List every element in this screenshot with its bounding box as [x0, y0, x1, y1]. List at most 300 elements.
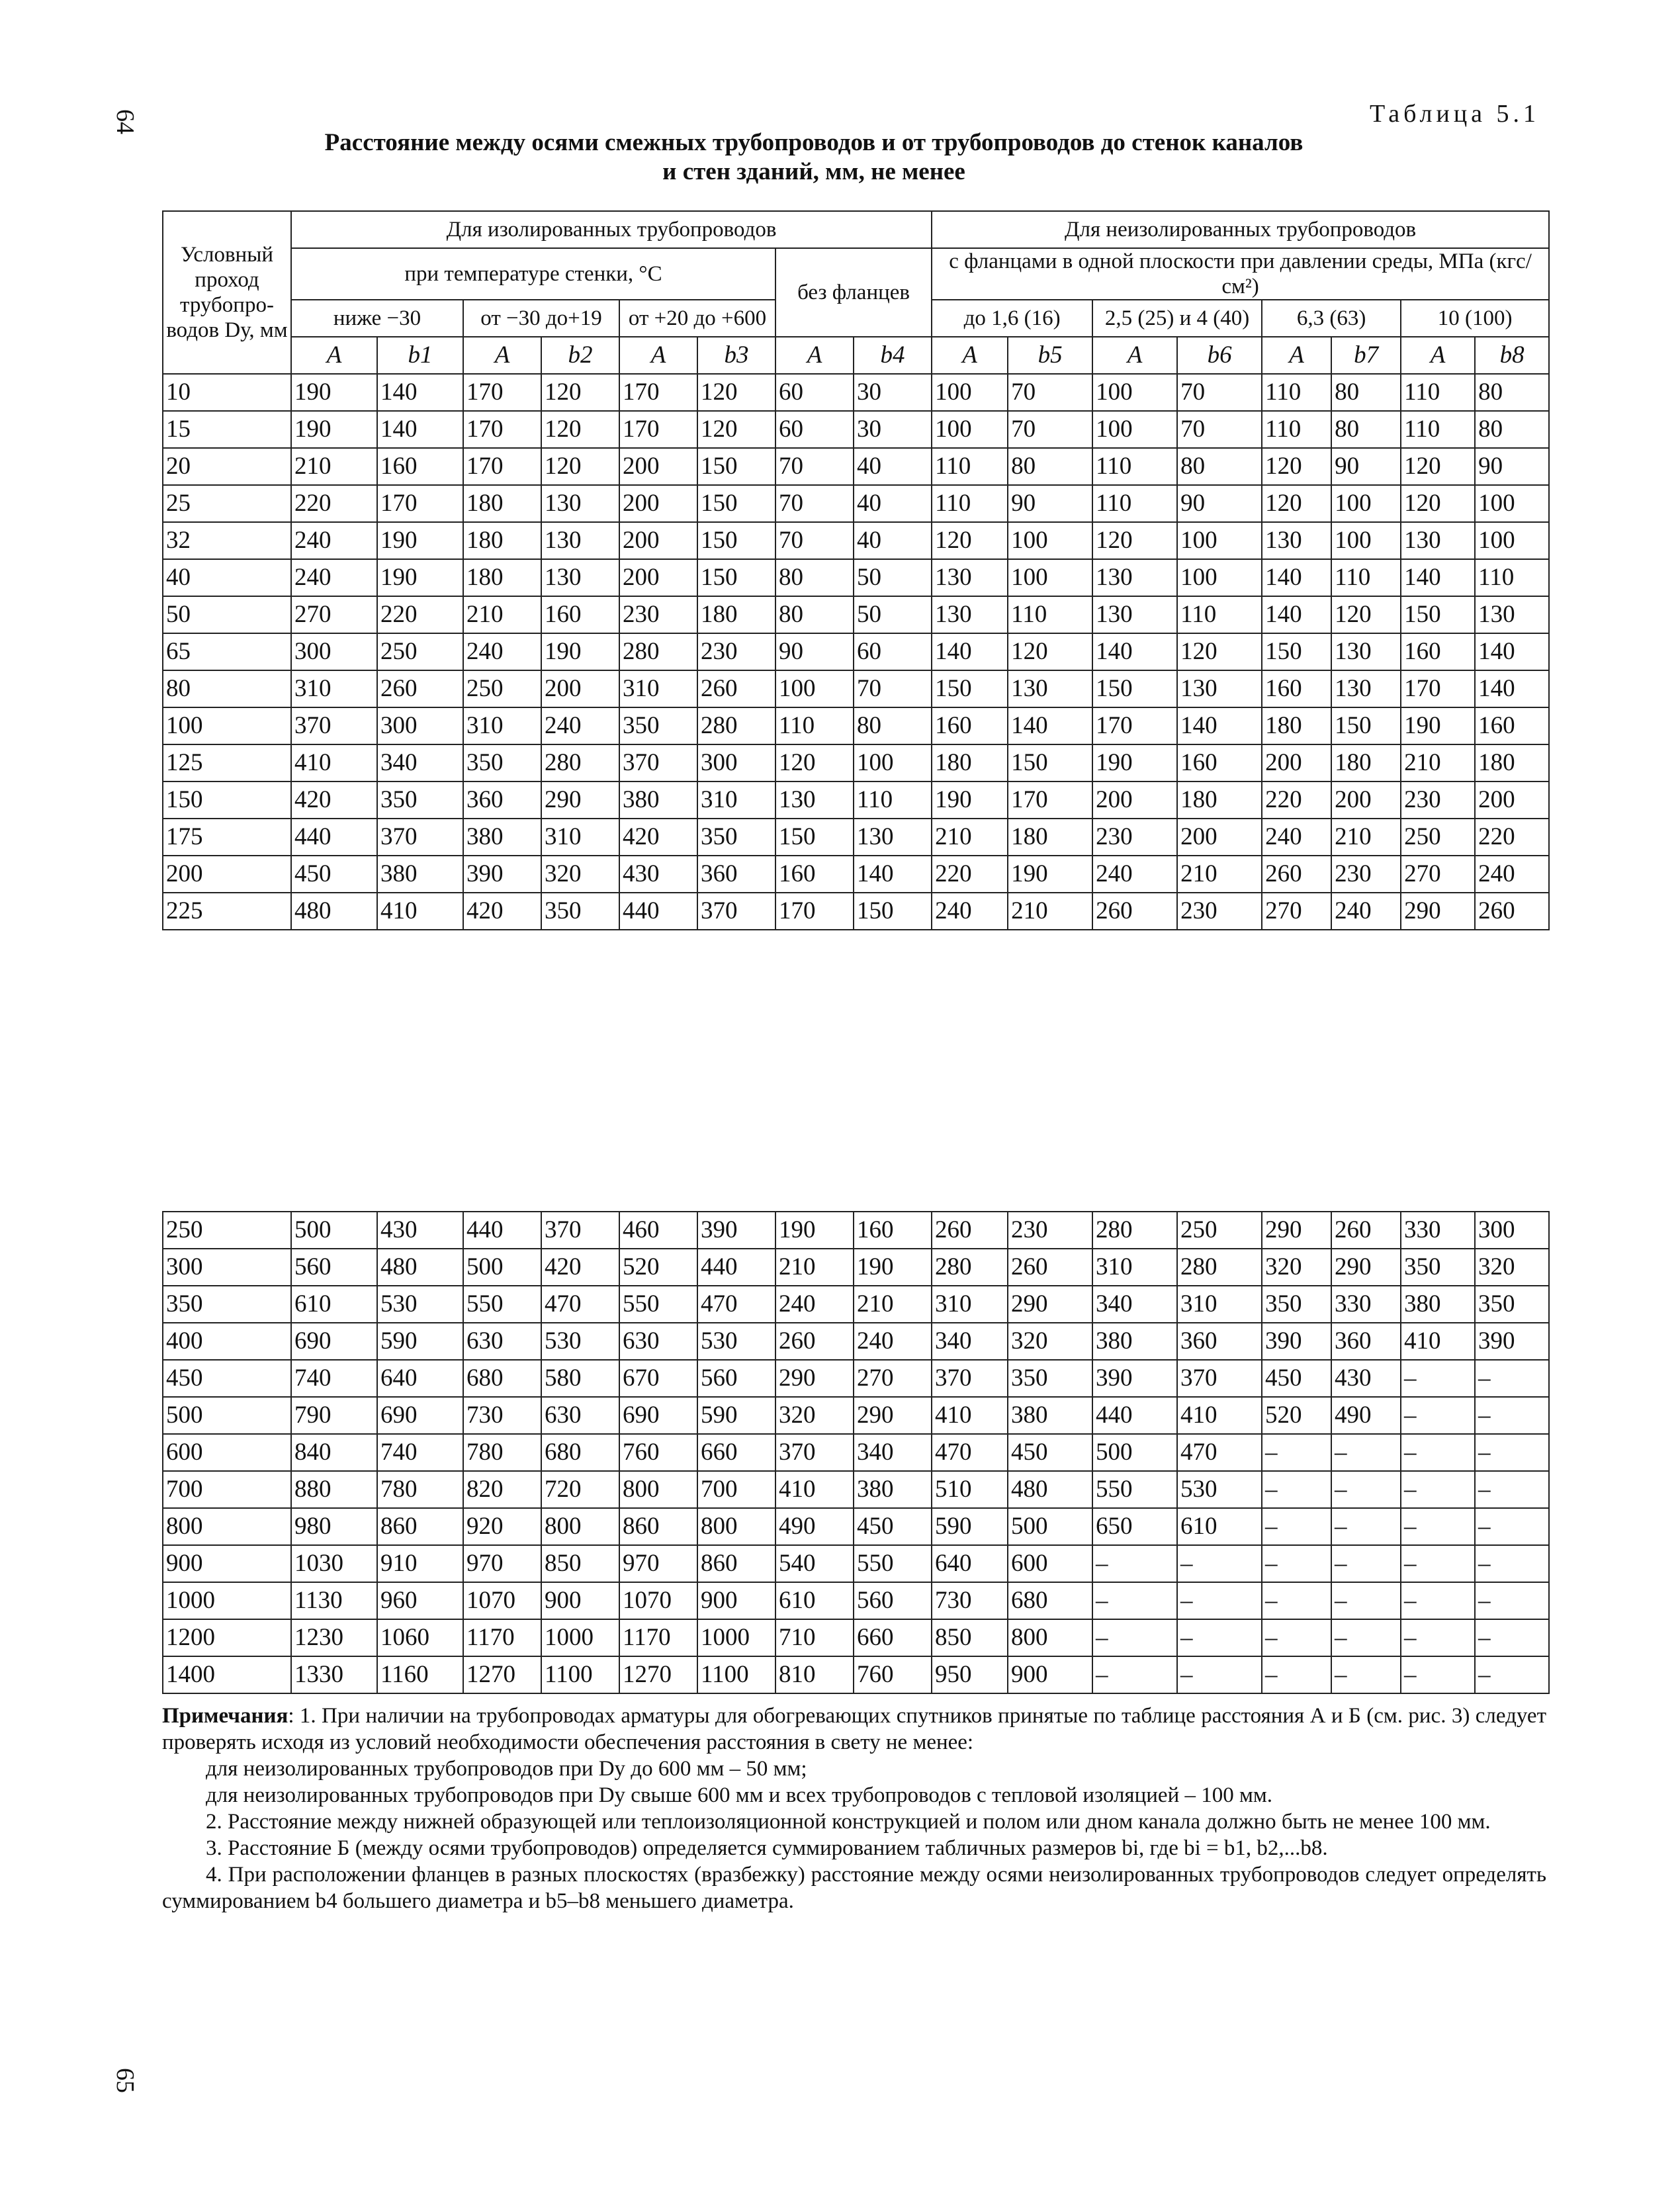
- distance-cell: 350: [1008, 1360, 1092, 1397]
- distance-cell: 320: [541, 856, 619, 893]
- distance-cell: 180: [1475, 744, 1549, 782]
- distance-cell: 290: [854, 1397, 932, 1434]
- distance-cell: –: [1401, 1397, 1475, 1434]
- distance-cell: 850: [541, 1545, 619, 1582]
- distance-cell: 450: [291, 856, 377, 893]
- note-3: 3. Расстояние Б (между осями трубопроводов) определяется суммированием табличных размеров bi, где bi = b1, b2,...b8.: [206, 1836, 1328, 1860]
- distance-cell: 110: [775, 707, 854, 744]
- distance-cell: 190: [541, 633, 619, 670]
- distance-cell: 420: [463, 893, 541, 930]
- distance-cell: –: [1401, 1619, 1475, 1656]
- distance-cell: 110: [1092, 485, 1177, 522]
- distance-cell: 380: [1401, 1286, 1475, 1323]
- distance-cell: 350: [541, 893, 619, 930]
- distance-cell: 140: [932, 633, 1008, 670]
- table-row: [163, 1471, 1549, 1508]
- distance-cell: 170: [377, 485, 463, 522]
- distance-cell: 110: [1475, 559, 1549, 596]
- distance-cell: 370: [932, 1360, 1008, 1397]
- distance-cell: 170: [1092, 707, 1177, 744]
- distance-cell: 200: [1331, 782, 1401, 819]
- distance-cell: 170: [1008, 782, 1092, 819]
- diameter-cell: 40: [163, 559, 291, 596]
- diameter-cell: 100: [163, 707, 291, 744]
- distance-cell: 740: [377, 1434, 463, 1471]
- distance-cell: 310: [697, 782, 775, 819]
- distance-cell: 580: [541, 1360, 619, 1397]
- distance-cell: 160: [377, 448, 463, 485]
- distance-cell: 320: [775, 1397, 854, 1434]
- distance-cell: –: [1331, 1434, 1401, 1471]
- diameter-cell: 20: [163, 448, 291, 485]
- distance-cell: 100: [1092, 411, 1177, 448]
- distance-cell: 1100: [541, 1656, 619, 1693]
- distance-cell: –: [1262, 1508, 1331, 1545]
- table-notes: [162, 1703, 1546, 1914]
- distance-cell: 240: [541, 707, 619, 744]
- distance-cell: 280: [697, 707, 775, 744]
- distance-cell: 190: [377, 559, 463, 596]
- distance-cell: 920: [463, 1508, 541, 1545]
- distance-cell: 550: [854, 1545, 932, 1582]
- distance-cell: 800: [697, 1508, 775, 1545]
- diameter-cell: 700: [163, 1471, 291, 1508]
- distance-cell: 190: [291, 374, 377, 411]
- distance-cell: 100: [932, 374, 1008, 411]
- subheader-cell: A: [1092, 337, 1177, 374]
- header-insulated: Для изолированных трубопроводов: [291, 211, 932, 248]
- diameter-cell: 15: [163, 411, 291, 448]
- distance-cell: 630: [463, 1323, 541, 1360]
- distance-cell: 130: [932, 559, 1008, 596]
- distance-cell: 240: [1475, 856, 1549, 893]
- distance-cell: –: [1475, 1582, 1549, 1619]
- distance-cell: 530: [541, 1323, 619, 1360]
- distance-cell: 500: [1008, 1508, 1092, 1545]
- distance-cell: 70: [775, 485, 854, 522]
- page-number-top: 64: [111, 109, 139, 134]
- diameter-cell: 200: [163, 856, 291, 893]
- distance-cell: –: [1177, 1545, 1262, 1582]
- distance-cell: 140: [1475, 670, 1549, 707]
- distance-cell: 550: [619, 1286, 697, 1323]
- distance-cell: 60: [854, 633, 932, 670]
- distance-cell: 80: [1177, 448, 1262, 485]
- distance-cell: 130: [1331, 633, 1401, 670]
- distance-cell: 290: [1262, 1212, 1331, 1249]
- distance-cell: –: [1092, 1619, 1177, 1656]
- distance-cell: 390: [1262, 1323, 1331, 1360]
- distance-cell: 30: [854, 374, 932, 411]
- table-row: [163, 1582, 1549, 1619]
- distance-cell: 410: [932, 1397, 1008, 1434]
- distance-cell: 420: [291, 782, 377, 819]
- distance-cell: 860: [619, 1508, 697, 1545]
- distance-cell: 240: [1092, 856, 1177, 893]
- diameter-cell: 10: [163, 374, 291, 411]
- distance-cell: 140: [1008, 707, 1092, 744]
- distance-cell: 120: [697, 374, 775, 411]
- distance-cell: 100: [1092, 374, 1177, 411]
- distance-cell: 330: [1331, 1286, 1401, 1323]
- header-no-flanges: без фланцев: [775, 248, 932, 337]
- header-pressure-4: 10 (100): [1401, 300, 1549, 337]
- distance-cell: 820: [463, 1471, 541, 1508]
- header-p20-600: от +20 до +600: [619, 300, 775, 337]
- distance-cell: 380: [1092, 1323, 1177, 1360]
- subheader-cell: A: [1262, 337, 1331, 374]
- distance-cell: 70: [775, 448, 854, 485]
- distance-cell: 860: [377, 1508, 463, 1545]
- distance-cell: 160: [1177, 744, 1262, 782]
- distance-cell: 150: [1008, 744, 1092, 782]
- distance-cell: 430: [377, 1212, 463, 1249]
- distance-cell: 730: [463, 1397, 541, 1434]
- distance-cell: –: [1475, 1434, 1549, 1471]
- distance-cell: 130: [1401, 522, 1475, 559]
- distance-cell: 650: [1092, 1508, 1177, 1545]
- distance-cell: 180: [1262, 707, 1331, 744]
- header-pressure-2: 2,5 (25) и 4 (40): [1092, 300, 1262, 337]
- distance-cell: 950: [932, 1656, 1008, 1693]
- distance-cell: 420: [619, 819, 697, 856]
- diameter-cell: 500: [163, 1397, 291, 1434]
- distance-cell: 120: [1177, 633, 1262, 670]
- diameter-cell: 175: [163, 819, 291, 856]
- distance-cell: 150: [697, 559, 775, 596]
- distance-cell: 310: [1177, 1286, 1262, 1323]
- distance-cell: –: [1401, 1508, 1475, 1545]
- distance-cell: 310: [541, 819, 619, 856]
- distance-cell: 440: [463, 1212, 541, 1249]
- distance-cell: 470: [697, 1286, 775, 1323]
- distance-cell: 80: [1475, 411, 1549, 448]
- distance-cell: 230: [1401, 782, 1475, 819]
- distance-cell: 340: [854, 1434, 932, 1471]
- distance-cell: 150: [932, 670, 1008, 707]
- distance-cell: 490: [775, 1508, 854, 1545]
- distance-cell: 310: [619, 670, 697, 707]
- distance-cell: –: [1262, 1582, 1331, 1619]
- distance-cell: 1070: [463, 1582, 541, 1619]
- distance-cell: 680: [1008, 1582, 1092, 1619]
- distance-cell: 110: [854, 782, 932, 819]
- distance-cell: 130: [1008, 670, 1092, 707]
- distance-cell: 290: [1401, 893, 1475, 930]
- distance-cell: –: [1331, 1619, 1401, 1656]
- distance-cell: 120: [541, 411, 619, 448]
- table-row: [163, 1545, 1549, 1582]
- distance-cell: 900: [697, 1582, 775, 1619]
- subheader-cell: A: [932, 337, 1008, 374]
- distance-cell: 410: [775, 1471, 854, 1508]
- distance-cell: 760: [854, 1656, 932, 1693]
- distance-cell: 200: [1262, 744, 1331, 782]
- distance-cell: 730: [932, 1582, 1008, 1619]
- distance-cell: –: [1177, 1656, 1262, 1693]
- distance-cell: 140: [1475, 633, 1549, 670]
- distance-cell: 40: [854, 522, 932, 559]
- distance-cell: 530: [377, 1286, 463, 1323]
- distance-cell: 270: [1401, 856, 1475, 893]
- distance-cell: 370: [775, 1434, 854, 1471]
- header-flanges: с фланцами в одной плоскости при давлении среды, МПа (кгс/см²): [932, 248, 1549, 300]
- distance-cell: 110: [1092, 448, 1177, 485]
- distance-cell: 350: [1475, 1286, 1549, 1323]
- distance-cell: 120: [1262, 448, 1331, 485]
- distance-cell: 70: [1008, 411, 1092, 448]
- diameter-cell: 32: [163, 522, 291, 559]
- distance-cell: 140: [854, 856, 932, 893]
- subheader-cell: b5: [1008, 337, 1092, 374]
- distance-cell: 120: [1401, 485, 1475, 522]
- header-below-m30: ниже −30: [291, 300, 463, 337]
- distance-cell: 240: [463, 633, 541, 670]
- distance-cell: 320: [1008, 1323, 1092, 1360]
- distance-cell: 200: [1475, 782, 1549, 819]
- distance-cell: 170: [463, 374, 541, 411]
- distance-cell: 140: [1092, 633, 1177, 670]
- diameter-cell: 125: [163, 744, 291, 782]
- distance-cell: 430: [619, 856, 697, 893]
- diameter-cell: 150: [163, 782, 291, 819]
- distance-cell: –: [1475, 1397, 1549, 1434]
- distance-cell: 120: [1401, 448, 1475, 485]
- distance-cell: 610: [1177, 1508, 1262, 1545]
- table-row: [163, 559, 1549, 596]
- distance-cell: 290: [1008, 1286, 1092, 1323]
- distance-cell: 440: [697, 1249, 775, 1286]
- distance-cell: 130: [854, 819, 932, 856]
- distance-cell: 320: [1475, 1249, 1549, 1286]
- distance-cell: 390: [463, 856, 541, 893]
- distance-cell: 240: [854, 1323, 932, 1360]
- distance-cell: 410: [1177, 1397, 1262, 1434]
- distance-cell: 80: [1331, 411, 1401, 448]
- header-uninsulated: Для неизолированных трубопроводов: [932, 211, 1549, 248]
- distance-cell: 250: [463, 670, 541, 707]
- table-row: [163, 744, 1549, 782]
- distance-cell: 480: [377, 1249, 463, 1286]
- distance-cell: 260: [1092, 893, 1177, 930]
- distance-cell: 70: [1177, 374, 1262, 411]
- table-title-line1: Расстояние между осями смежных трубопроводов и от трубопроводов до стенок каналов: [324, 129, 1304, 156]
- distance-cell: 350: [697, 819, 775, 856]
- distance-cell: 440: [619, 893, 697, 930]
- diameter-cell: 400: [163, 1323, 291, 1360]
- distance-cell: 370: [619, 744, 697, 782]
- distance-cell: 190: [775, 1212, 854, 1249]
- distance-cell: –: [1475, 1656, 1549, 1693]
- distance-cell: 200: [1177, 819, 1262, 856]
- distance-cell: –: [1475, 1360, 1549, 1397]
- distance-cell: 1000: [541, 1619, 619, 1656]
- distance-cell: 370: [541, 1212, 619, 1249]
- distance-cell: –: [1262, 1471, 1331, 1508]
- table-row: [163, 485, 1549, 522]
- table-row: [163, 782, 1549, 819]
- distance-cell: 370: [1177, 1360, 1262, 1397]
- distance-cell: 190: [377, 522, 463, 559]
- distance-cell: 250: [377, 633, 463, 670]
- note-1b: для неизолированных трубопроводов при Dу свыше 600 мм и всех трубопроводов с тепловой изоляцией – 100 мм.: [206, 1783, 1272, 1807]
- distance-cell: 180: [1177, 782, 1262, 819]
- distance-cell: 800: [541, 1508, 619, 1545]
- distance-cell: 200: [619, 485, 697, 522]
- distance-cell: 150: [1262, 633, 1331, 670]
- distance-cell: 1130: [291, 1582, 377, 1619]
- table-row: [163, 1508, 1549, 1545]
- table-row: [163, 1360, 1549, 1397]
- distance-cell: 140: [377, 374, 463, 411]
- distance-cell: 970: [463, 1545, 541, 1582]
- distance-cell: 350: [377, 782, 463, 819]
- distance-cell: 140: [1177, 707, 1262, 744]
- distance-cell: 450: [1008, 1434, 1092, 1471]
- distance-cell: 230: [1331, 856, 1401, 893]
- distance-cell: 610: [291, 1286, 377, 1323]
- distance-cell: 210: [291, 448, 377, 485]
- distance-cell: 720: [541, 1471, 619, 1508]
- table-title-line2: и стен зданий, мм, не менее: [662, 158, 965, 185]
- distance-cell: 410: [1401, 1323, 1475, 1360]
- distance-cell: –: [1331, 1656, 1401, 1693]
- header-wall-temp: при температуре стенки, °С: [291, 248, 775, 300]
- note-4: 4. При расположении фланцев в разных плоскостях (вразбежку) расстояние между осями неизолированных трубопроводов следует определять суммированием b4 большего диаметра и b5–b8 меньшего диаметра.: [162, 1863, 1546, 1913]
- distance-cell: 170: [619, 411, 697, 448]
- distance-cell: 1000: [697, 1619, 775, 1656]
- distance-cell: 500: [1092, 1434, 1177, 1471]
- distance-cell: 80: [854, 707, 932, 744]
- distance-cell: 1060: [377, 1619, 463, 1656]
- distance-cell: 310: [291, 670, 377, 707]
- distance-cell: 220: [1475, 819, 1549, 856]
- distance-cell: 340: [1092, 1286, 1177, 1323]
- distance-cell: –: [1177, 1619, 1262, 1656]
- distance-cell: 130: [1092, 559, 1177, 596]
- distance-cell: 180: [463, 485, 541, 522]
- distance-cell: 450: [854, 1508, 932, 1545]
- distance-cell: 380: [1008, 1397, 1092, 1434]
- distance-cell: 390: [697, 1212, 775, 1249]
- distance-cell: –: [1331, 1508, 1401, 1545]
- diameter-cell: 80: [163, 670, 291, 707]
- distance-cell: 470: [541, 1286, 619, 1323]
- distance-cell: 270: [291, 596, 377, 633]
- distance-cell: 100: [1177, 522, 1262, 559]
- distance-cell: 1330: [291, 1656, 377, 1693]
- distance-cell: 50: [854, 559, 932, 596]
- distance-cell: 660: [854, 1619, 932, 1656]
- distance-cell: 530: [697, 1323, 775, 1360]
- distance-cell: 910: [377, 1545, 463, 1582]
- diameter-cell: 225: [163, 893, 291, 930]
- distance-cell: 630: [619, 1323, 697, 1360]
- distance-cell: 110: [1401, 411, 1475, 448]
- distance-cell: 130: [1475, 596, 1549, 633]
- table-row: [163, 819, 1549, 856]
- distance-cell: 690: [377, 1397, 463, 1434]
- distance-cell: 590: [932, 1508, 1008, 1545]
- distance-cell: 260: [1008, 1249, 1092, 1286]
- distance-cell: 350: [463, 744, 541, 782]
- distance-cell: 560: [291, 1249, 377, 1286]
- distance-cell: 250: [1177, 1212, 1262, 1249]
- distance-cell: 200: [1092, 782, 1177, 819]
- header-pressure-1: до 1,6 (16): [932, 300, 1092, 337]
- diameter-cell: 800: [163, 1508, 291, 1545]
- diameter-cell: 450: [163, 1360, 291, 1397]
- header-m30-19: от −30 до+19: [463, 300, 619, 337]
- diameter-cell: 1000: [163, 1582, 291, 1619]
- distance-cell: 110: [1331, 559, 1401, 596]
- distance-cell: 130: [932, 596, 1008, 633]
- distance-cell: 970: [619, 1545, 697, 1582]
- distance-cell: –: [1092, 1582, 1177, 1619]
- distance-cell: 360: [1177, 1323, 1262, 1360]
- distance-cell: 110: [1262, 374, 1331, 411]
- subheader-cell: A: [619, 337, 697, 374]
- distance-cell: 130: [541, 485, 619, 522]
- distance-cell: 610: [775, 1582, 854, 1619]
- subheader-cell: b2: [541, 337, 619, 374]
- distance-cell: –: [1262, 1656, 1331, 1693]
- distance-cell: 110: [1177, 596, 1262, 633]
- table-row: [163, 522, 1549, 559]
- distance-cell: 180: [463, 559, 541, 596]
- distance-cell: 200: [619, 559, 697, 596]
- distance-cell: 120: [1092, 522, 1177, 559]
- distance-cell: 710: [775, 1619, 854, 1656]
- table-row: [163, 1249, 1549, 1286]
- distance-cell: 630: [541, 1397, 619, 1434]
- distance-cell: 150: [1401, 596, 1475, 633]
- distance-cell: 210: [1401, 744, 1475, 782]
- diameter-cell: 250: [163, 1212, 291, 1249]
- distance-cell: 540: [775, 1545, 854, 1582]
- distance-cell: 440: [291, 819, 377, 856]
- distance-cell: 680: [541, 1434, 619, 1471]
- table-row: [163, 1656, 1549, 1693]
- distance-cell: 210: [1177, 856, 1262, 893]
- distance-cell: 100: [775, 670, 854, 707]
- distance-cell: 80: [775, 596, 854, 633]
- table-row: [163, 1286, 1549, 1323]
- distance-cell: 300: [1475, 1212, 1549, 1249]
- distance-cell: 220: [377, 596, 463, 633]
- table-row: [163, 707, 1549, 744]
- distance-cell: 120: [541, 374, 619, 411]
- distance-cell: 160: [775, 856, 854, 893]
- distance-cell: 280: [1177, 1249, 1262, 1286]
- distance-cell: –: [1401, 1656, 1475, 1693]
- distance-cell: 530: [1177, 1471, 1262, 1508]
- distance-cell: 100: [1331, 522, 1401, 559]
- distance-cell: 60: [775, 374, 854, 411]
- distance-cell: 180: [932, 744, 1008, 782]
- distance-cell: 180: [697, 596, 775, 633]
- distance-cell: –: [1475, 1508, 1549, 1545]
- diameter-cell: 1400: [163, 1656, 291, 1693]
- distance-cell: –: [1331, 1545, 1401, 1582]
- distance-cell: 160: [854, 1212, 932, 1249]
- distance-cell: 370: [291, 707, 377, 744]
- distance-cell: 110: [932, 448, 1008, 485]
- table-row: [163, 670, 1549, 707]
- distance-cell: 150: [775, 819, 854, 856]
- distance-cell: 160: [1262, 670, 1331, 707]
- distance-cell: 600: [1008, 1545, 1092, 1582]
